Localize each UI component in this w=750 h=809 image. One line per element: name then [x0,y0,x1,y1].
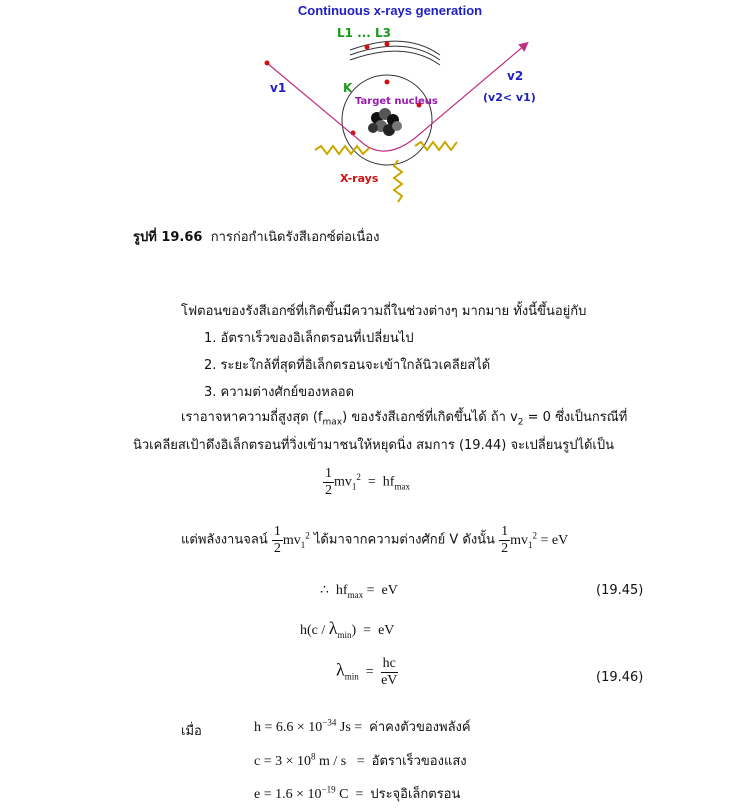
speed-of-light: $c = 3 \times 10^8$ m / s = อัตราเร็วของแสง [254,751,467,769]
outer-shell-arc-1 [350,41,440,55]
x-ray-wave [315,146,369,154]
energy-source-line: แต่พลังงานจลน์ $\frac{1}{2}$ $mv_1^2$ ได้มาจากความต่างศักย์ V ดังนั้น $\frac{1}{2}$ $mv_1^2$ = eV [181,524,569,556]
target-nucleus [368,108,402,136]
shell-electron [385,42,390,47]
equation-19-46: $\lambda_{min}$ = $\frac{hc}{eV}$ [336,656,398,688]
equation-number: (19.45) [596,583,644,598]
x-ray-generation-figure [255,0,555,210]
x-ray-wave [394,160,402,202]
const-intro: เมื่อ [181,724,202,739]
v2-label: v2 [507,69,524,83]
x-ray-diagram [255,0,555,210]
figure-caption [133,226,379,247]
outer-shell-arc-2 [350,46,440,60]
caption-text: การก่อกำเนิดรังสีเอกซ์ต่อเนื่อง [210,230,380,245]
equation-number: (19.46) [596,670,644,685]
v2-condition-label: (v2< v1) [483,91,536,104]
k-label: K [343,81,353,95]
figure-title: Continuous x-rays generation [297,3,483,18]
intro-paragraph: โฟตอนของรังสีเอกซ์ที่เกิดขึ้นมีความถี่ในช่วงต่างๆ มากมาย ทั้งนี้ขึ้นอยู่กับ [181,304,587,319]
nucleus-label: Target nucleus [355,96,438,107]
electron-charge: $e = 1.6 \times 10^{-19}$ C = ประจุอิเล็กตรอน [254,784,461,802]
shell-electron [365,45,370,50]
max-frequency-paragraph: เราอาจหาความถี่สูงสุด $(f_{max})$ ของรังสีเอกซ์ที่เกิดขึ้นได้ ถ้า $v_2 = 0$ ซึ่งเป็นกรณีที่ [181,410,628,428]
incoming-electron [265,61,270,66]
list-item: 2. ระยะใกล้ที่สุดที่อิเล็กตรอนจะเข้าใกล้นิวเคลียสได้ [204,358,491,373]
equation-19-45: ∴ $hf_{max}$ = eV [320,583,398,600]
list-item: 1. อัตราเร็วของอิเล็กตรอนที่เปลี่ยนไป [204,331,414,346]
outer-shell-arc-3 [350,51,440,65]
planck-constant: $h = 6.6 \times 10^{-34}$ Js = ค่าคงตัวของพลังค์ [254,717,471,735]
shell-label: L1 ... L3 [337,26,392,40]
wavelength-energy-equation: $h(c / \lambda_{min})$ = eV [300,618,395,640]
x-rays-label: X-rays [340,172,379,185]
k-shell-electron [385,80,390,85]
v1-label: v1 [270,81,287,95]
nucleus-stop-paragraph: นิวเคลียสเป้าดึงอิเล็กตรอนที่วิ่งเข้ามาชนให้หยุดนิ่ง สมการ (19.44) จะเปลี่ยนรูปได้เป็น [133,438,615,453]
kinetic-energy-equation: $\frac{1}{2}$ $mv_1^2 = hf_{max}$ [325,466,410,498]
caption-number: รูปที่ 19.66 [133,230,203,245]
list-item: 3. ความต่างศักย์ของหลอด [204,385,355,400]
